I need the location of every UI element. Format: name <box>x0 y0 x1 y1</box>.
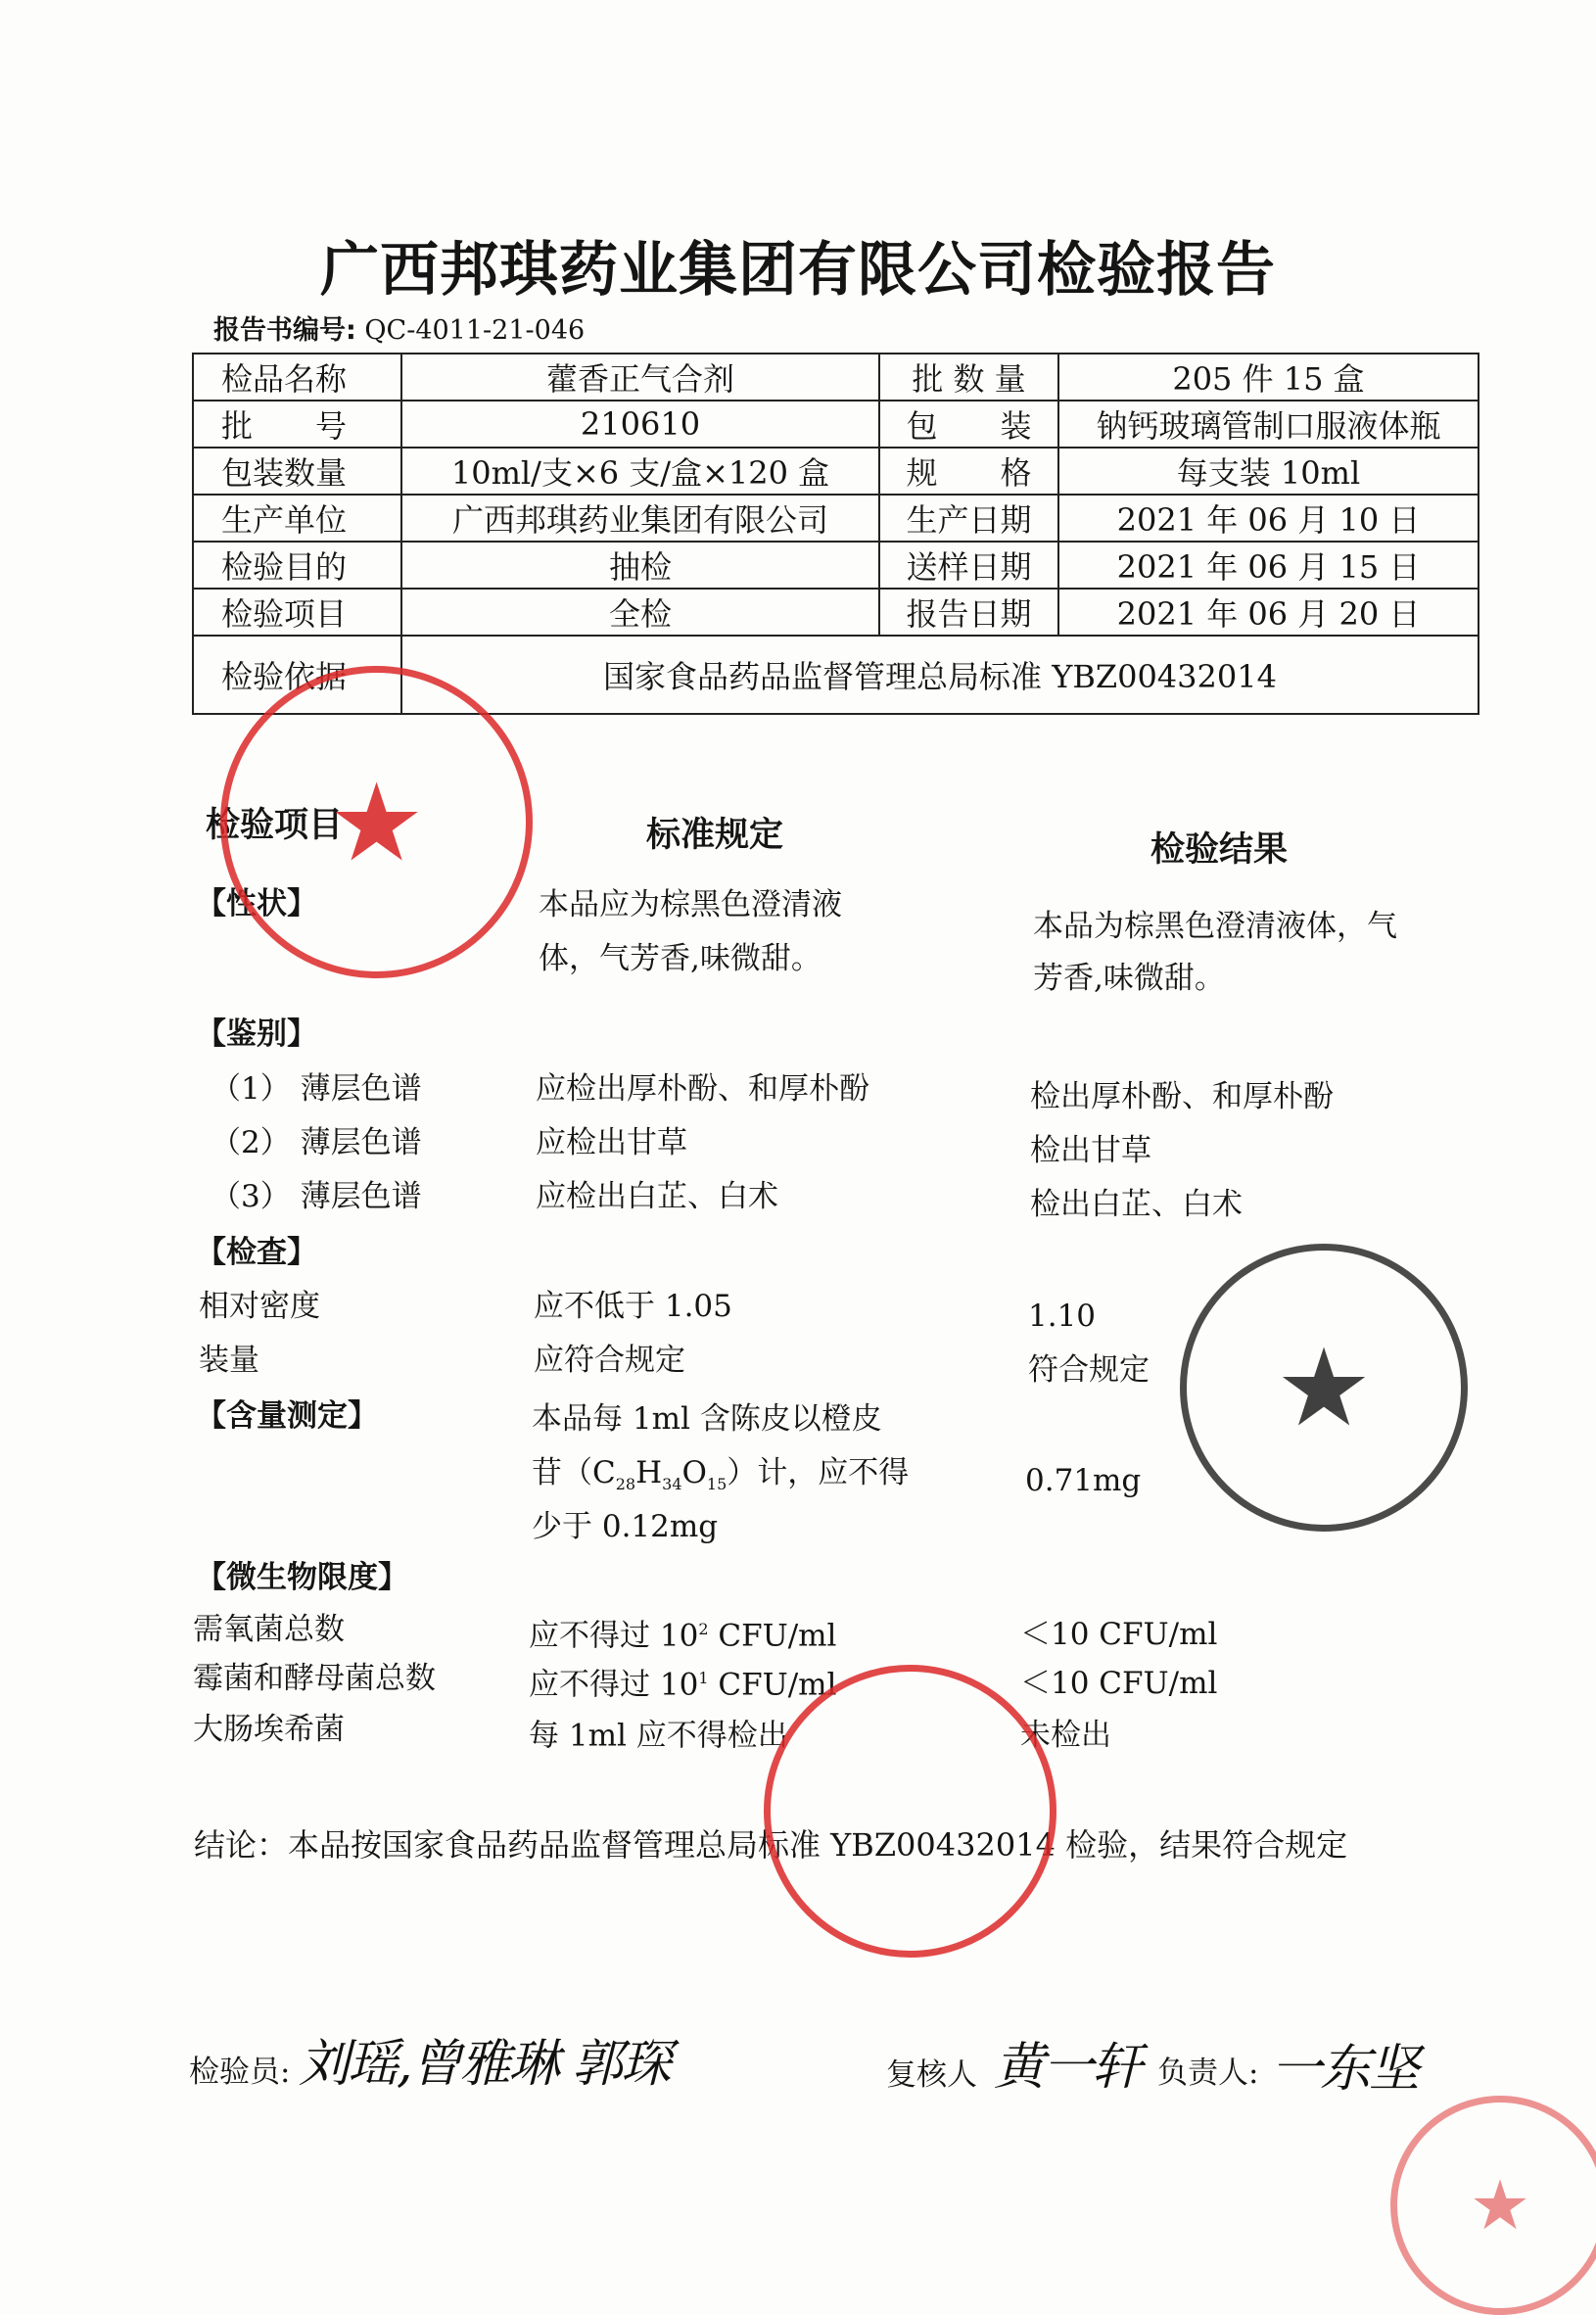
check-item: 相对密度 <box>199 1289 320 1324</box>
micro-result: ＜10 CFU/ml <box>1020 1617 1218 1652</box>
identify-result: 检出厚朴酚、和厚朴酚 <box>1030 1079 1334 1114</box>
info-value-2: 每支装 10ml <box>1058 448 1479 495</box>
info-value: 10ml/支×6 支/盒×120 盒 <box>401 448 879 495</box>
identify-item: （1） 薄层色谱 <box>211 1071 422 1107</box>
micro-standard: 应不得过 $10^2$ CFU/ml <box>529 1618 837 1654</box>
info-row <box>193 542 1479 589</box>
info-table <box>192 353 1479 715</box>
header-result: 检验结果 <box>1150 830 1289 870</box>
micro-result: ＜10 CFU/ml <box>1020 1666 1218 1701</box>
micro-standard: 每 1ml 应不得检出 <box>529 1718 788 1754</box>
micro-standard: 应不得过 $10^1$ CFU/ml <box>529 1667 837 1703</box>
appearance-std-line2: 体，气芳香,味微甜。 <box>539 941 821 976</box>
assay-std-line2: 苷$(C_{28}H_{34}O_{15})$计，应不得 <box>532 1455 910 1494</box>
check-item: 装量 <box>199 1343 259 1378</box>
check-result: 1.10 <box>1028 1299 1097 1334</box>
info-label: 生产单位 <box>193 495 401 542</box>
info-label-2: 包 装 <box>879 401 1058 448</box>
reviewer-label: 复核人 <box>886 2057 977 2093</box>
info-label: 包装数量 <box>193 448 401 495</box>
info-value: 广西邦琪药业集团有限公司 <box>401 495 879 542</box>
report-number-line <box>213 308 585 347</box>
seal-star-icon: ★ <box>328 759 425 885</box>
inspector-signature: 刘瑶,曾雅琳 郭琛 <box>299 2035 671 2094</box>
identify-result: 检出白芷、白术 <box>1030 1187 1243 1222</box>
check-result: 符合规定 <box>1028 1352 1150 1388</box>
section-identification: 【鉴别】 <box>196 1016 317 1052</box>
report-number-label: 报告书编号: <box>213 315 356 346</box>
micro-result: 未检出 <box>1020 1718 1111 1753</box>
corner-seal <box>1390 2096 1596 2315</box>
info-row <box>193 401 1479 448</box>
identify-result: 检出甘草 <box>1030 1133 1151 1168</box>
appearance-result-line2: 芳香,味微甜。 <box>1033 961 1225 996</box>
identify-item: （2） 薄层色谱 <box>211 1125 422 1160</box>
manager-signature: 一东坚 <box>1271 2040 1419 2099</box>
check-standard: 应符合规定 <box>534 1343 685 1378</box>
info-value-2: 205 件 15 盒 <box>1058 354 1479 401</box>
basis-value: 国家食品药品监督管理总局标准 YBZ00432014 <box>401 636 1479 714</box>
identify-standard: 应检出甘草 <box>536 1125 687 1160</box>
conclusion: 结论：本品按国家食品药品监督管理总局标准 YBZ00432014 检验，结果符合规定 <box>194 1826 1348 1864</box>
info-label-2: 报告日期 <box>879 589 1058 636</box>
quality-department-seal <box>220 666 533 978</box>
info-label-2: 生产日期 <box>879 495 1058 542</box>
header-item: 检验项目 <box>206 806 344 845</box>
report-number: QC-4011-21-046 <box>364 315 586 346</box>
identify-standard: 应检出厚朴酚、和厚朴酚 <box>536 1071 869 1107</box>
info-label-2: 规 格 <box>879 448 1058 495</box>
section-microbial: 【微生物限度】 <box>196 1560 408 1595</box>
info-value-2: 2021 年 06 月 15 日 <box>1058 542 1479 589</box>
assay-std-line1: 本品每 1ml 含陈皮以橙皮 <box>532 1401 882 1437</box>
info-row <box>193 354 1479 401</box>
info-row <box>193 589 1479 636</box>
appearance-std-line1: 本品应为棕黑色澄清液 <box>539 887 842 922</box>
manager-label: 负责人: <box>1157 2055 1259 2091</box>
info-label: 检验项目 <box>193 589 401 636</box>
micro-item: 霉菌和酵母菌总数 <box>193 1661 436 1696</box>
info-label: 检验目的 <box>193 542 401 589</box>
info-value-2: 钠钙玻璃管制口服液体瓶 <box>1058 401 1479 448</box>
info-row <box>193 495 1479 542</box>
micro-item: 大肠埃希菌 <box>193 1712 345 1747</box>
info-label: 检品名称 <box>193 354 401 401</box>
assay-std-line3: 少于 0.12mg <box>532 1509 719 1544</box>
check-standard: 应不低于 1.05 <box>534 1289 732 1324</box>
identify-standard: 应检出白芷、白术 <box>536 1179 778 1214</box>
info-value: 210610 <box>401 401 879 448</box>
basis-label: 检验依据 <box>193 636 401 714</box>
info-value-2: 2021 年 06 月 10 日 <box>1058 495 1479 542</box>
identify-item: （3） 薄层色谱 <box>211 1179 422 1214</box>
inspector-label: 检验员: <box>189 2055 291 2090</box>
micro-item: 需氧菌总数 <box>193 1612 345 1647</box>
section-assay: 【含量测定】 <box>196 1398 378 1434</box>
header-standard: 标准规定 <box>646 816 784 855</box>
info-label: 批 号 <box>193 401 401 448</box>
info-value: 藿香正气合剂 <box>401 354 879 401</box>
appearance-result-line1: 本品为棕黑色澄清液体，气 <box>1033 909 1397 944</box>
section-check: 【检查】 <box>196 1235 317 1270</box>
info-value-2: 2021 年 06 月 20 日 <box>1058 589 1479 636</box>
info-label-2: 送样日期 <box>879 542 1058 589</box>
reviewer-signature: 黄一轩 <box>994 2038 1142 2097</box>
report-title: 广西邦琪药业集团有限公司检验报告 <box>320 236 1276 305</box>
assay-result: 0.71mg <box>1025 1463 1142 1498</box>
section-appearance: 【性状】 <box>196 886 317 921</box>
quality-seal <box>764 1665 1056 1958</box>
seal-star-icon: ★ <box>1275 1325 1373 1450</box>
info-value: 全检 <box>401 589 879 636</box>
seal-star-icon: ★ <box>1469 2165 1531 2245</box>
info-label-2: 批 数 量 <box>879 354 1058 401</box>
inspection-report-seal <box>1180 1244 1468 1532</box>
info-row <box>193 448 1479 495</box>
info-value: 抽检 <box>401 542 879 589</box>
